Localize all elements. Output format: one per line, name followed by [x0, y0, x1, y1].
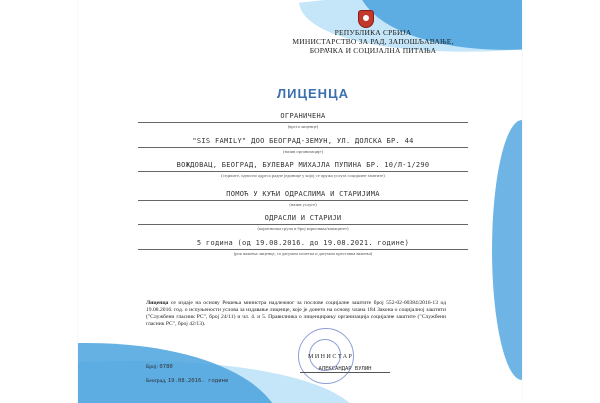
decor-swoosh	[78, 321, 283, 403]
number-value: 0780	[159, 364, 173, 370]
field-organization	[138, 137, 468, 155]
field-value: ВОЖДОВАЦ, БЕОГРАД, БУЛЕВАР МИХАЈЛА ПУПИНА БР. 10/Л-1/290	[138, 161, 468, 172]
field-value: 5 година (од 19.08.2016. до 19.08.2021. године)	[138, 239, 468, 250]
minister-signature: АЛЕКСАНДАР ВУЛИН	[300, 366, 390, 373]
field-caption: (врста лиценце)	[287, 124, 319, 129]
coat-of-arms-icon	[358, 10, 374, 28]
field-caption: (седиште, односно адреса радне јединице у којој се пружа услуга социјалне заштите)	[221, 173, 385, 178]
minister-label: МИНИСТАР	[308, 354, 354, 360]
issue-place-date	[146, 378, 228, 384]
header-line: БОРАЧКА И СОЦИЈАЛНА ПИТАЊА	[309, 46, 437, 55]
header-line: МИНИСТАРСТВО ЗА РАД, ЗАПОШЉАВАЊЕ,	[292, 37, 454, 46]
document-title: ЛИЦЕНЦА	[277, 86, 349, 101]
city-label: Београд,	[146, 378, 167, 384]
field-value: ОДРАСЛИ И СТАРИЈИ	[138, 214, 468, 225]
date-value: 19.08.2016. године	[167, 378, 229, 384]
number-label: Број:	[146, 364, 158, 370]
field-license-type	[138, 112, 468, 130]
document-number	[146, 364, 173, 370]
field-value: ПОМОЋ У КУЋИ ОДРАСЛИМА И СТАРИЈИМА	[138, 190, 468, 201]
field-validity	[138, 239, 468, 257]
header-line: РЕПУБЛИКА СРБИЈА	[334, 28, 412, 37]
field-service	[138, 190, 468, 208]
field-value: "SIS FAMILY" ДОО БЕОГРАД-ЗЕМУН, УЛ. ДОЛСКА БР. 44	[138, 137, 468, 148]
field-caption: (назив организације)	[283, 149, 323, 154]
field-user-group	[138, 214, 468, 232]
legal-paragraph	[146, 300, 446, 328]
paragraph-lead: Лиценца	[146, 300, 169, 306]
field-caption: (корисничка група и број корисника/капацитет)	[257, 226, 349, 231]
header	[288, 28, 458, 55]
license-document	[78, 0, 522, 403]
field-address	[138, 161, 468, 179]
decor-swoosh	[492, 120, 522, 380]
paragraph-text: се издаје на основу Решења министра надлежног за послове социјалне заштите број 552-02-00384/2016-13 од 19.08.2016. год. о испуњености услова за издавање лиценце, које је донето на основу члана 184 Закона о социјалној заштити ("Службени гласник РС", број 24/11) и чл. 4. и 5. Правилника о лиценцирању организација социјалне заштите ("Службени гласник РС", број 42/13).	[146, 300, 446, 327]
field-caption: (назив услуге)	[289, 202, 317, 207]
field-value: ОГРАНИЧЕНА	[138, 112, 468, 123]
field-caption: (рок важења лиценце, са датумом почетка и датумом престанка важења)	[233, 251, 373, 256]
